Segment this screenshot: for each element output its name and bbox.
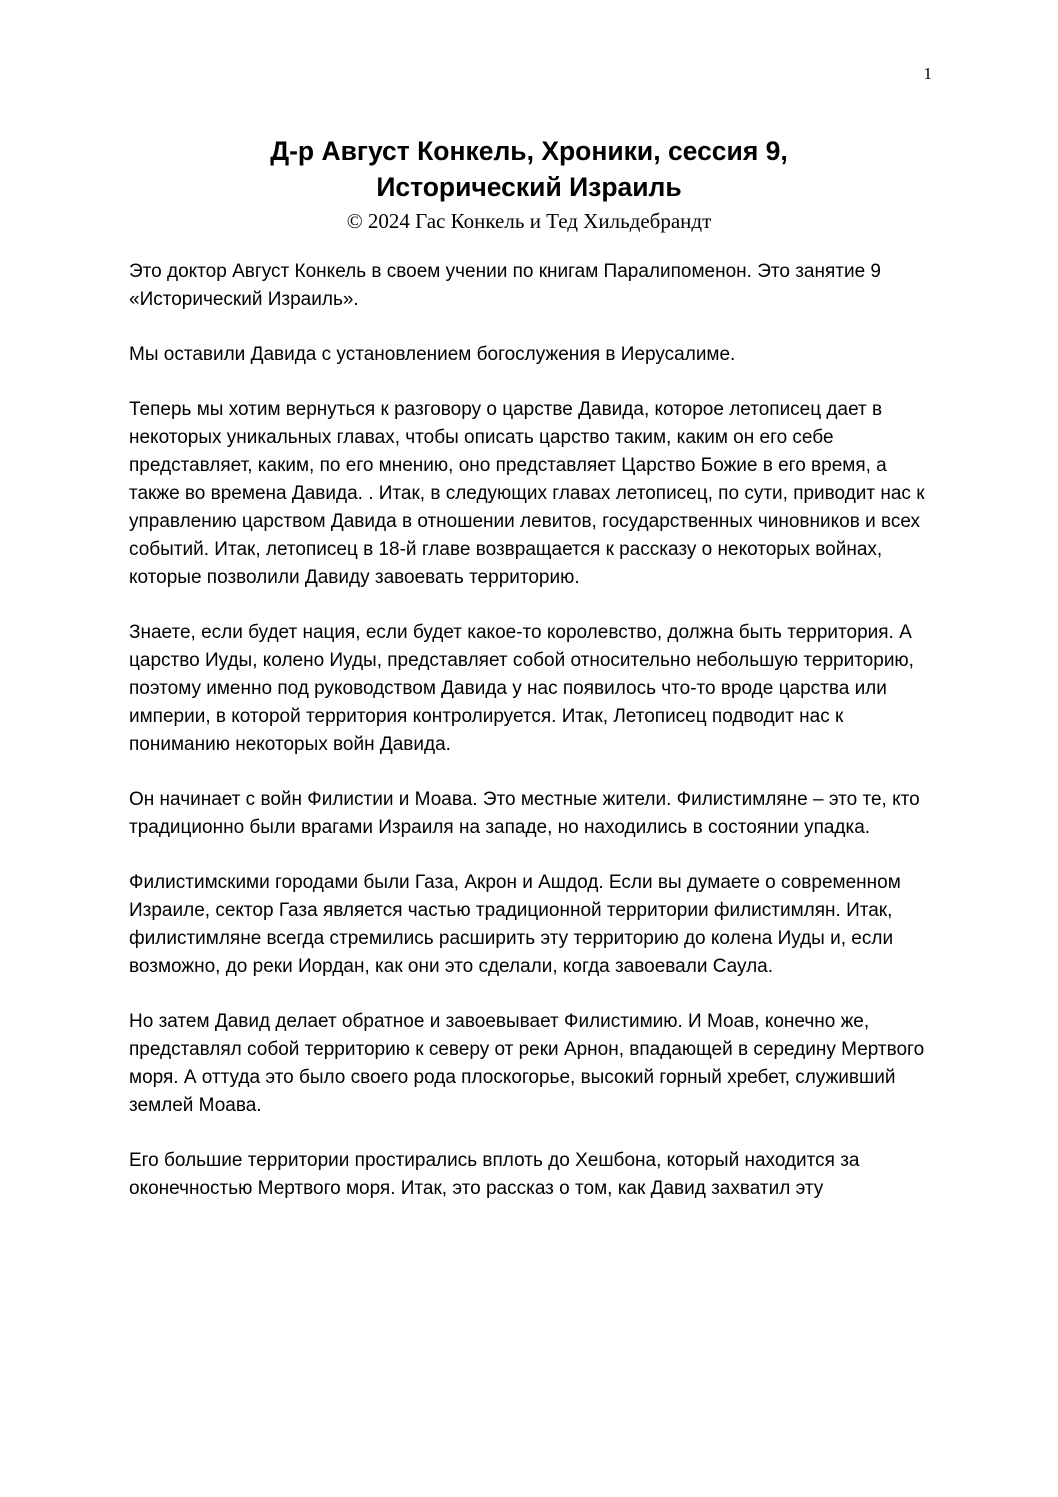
paragraph-2: Мы оставили Давида с установлением богослужения в Иерусалиме. <box>129 344 736 365</box>
title-line-1: Д-р Август Конкель, Хроники, сессия 9, <box>270 136 788 166</box>
paragraph-7: Но затем Давид делает обратное и завоевывает Филистимию. И Моав, конечно же, представлял собой территорию к северу от реки Арнон, впадающей в середину Мертвого моря. А оттуда это было своего рода плоскогорье, высокий горный хребет, служивший землей Моава. <box>129 1011 925 1116</box>
title-line-2: Исторический Израиль <box>376 172 682 202</box>
document-title <box>0 133 1058 205</box>
page-number: 1 <box>923 64 932 83</box>
paragraph-6: Филистимскими городами были Газа, Акрон и Ашдод. Если вы думаете о современном Израиле, сектор Газа является частью традиционной территории филистимлян. Итак, филистимляне всегда стремились расширить эту территорию до колена Иуды и, если возможно, до реки Иордан, как они это сделали, когда завоевали Саула. <box>129 872 901 977</box>
copyright-line: © 2024 Гас Конкель и Тед Хильдебрандт <box>346 209 712 233</box>
paragraph-4: Знаете, если будет нация, если будет какое-то королевство, должна быть территория. А царство Иуды, колено Иуды, представляет собой относительно небольшую территорию, поэтому именно под руководством Давида у нас появилось что-то вроде царства или империи, в которой территория контролируется. Итак, Летописец подводит нас к пониманию некоторых войн Давида. <box>129 622 914 755</box>
paragraph-8: Его большие территории простирались вплоть до Хешбона, который находится за оконечностью Мертвого моря. Итак, это рассказ о том, как Давид захватил эту <box>129 1150 860 1199</box>
paragraph-5: Он начинает с войн Филистии и Моава. Это местные жители. Филистимляне – это те, кто традиционно были врагами Израиля на западе, но находились в состоянии упадка. <box>129 789 920 838</box>
document-body <box>129 258 934 1230</box>
paragraph-1: Это доктор Август Конкель в своем учении по книгам Паралипоменон. Это занятие 9 «Исторический Израиль». <box>129 261 881 310</box>
paragraph-3: Теперь мы хотим вернуться к разговору о царстве Давида, которое летописец дает в некоторых уникальных главах, чтобы описать царство таким, каким он его себе представляет, каким, по его мнению, оно представляет Царство Божие в его время, а также во времена Давида. . Итак, в следующих главах летописец, по сути, приводит нас к управлению царством Давида в отношении левитов, государственных чиновников и всех событий. Итак, летописец в 18-й главе возвращается к рассказу о некоторых войнах, которые позволили Давиду завоевать территорию. <box>129 399 925 588</box>
